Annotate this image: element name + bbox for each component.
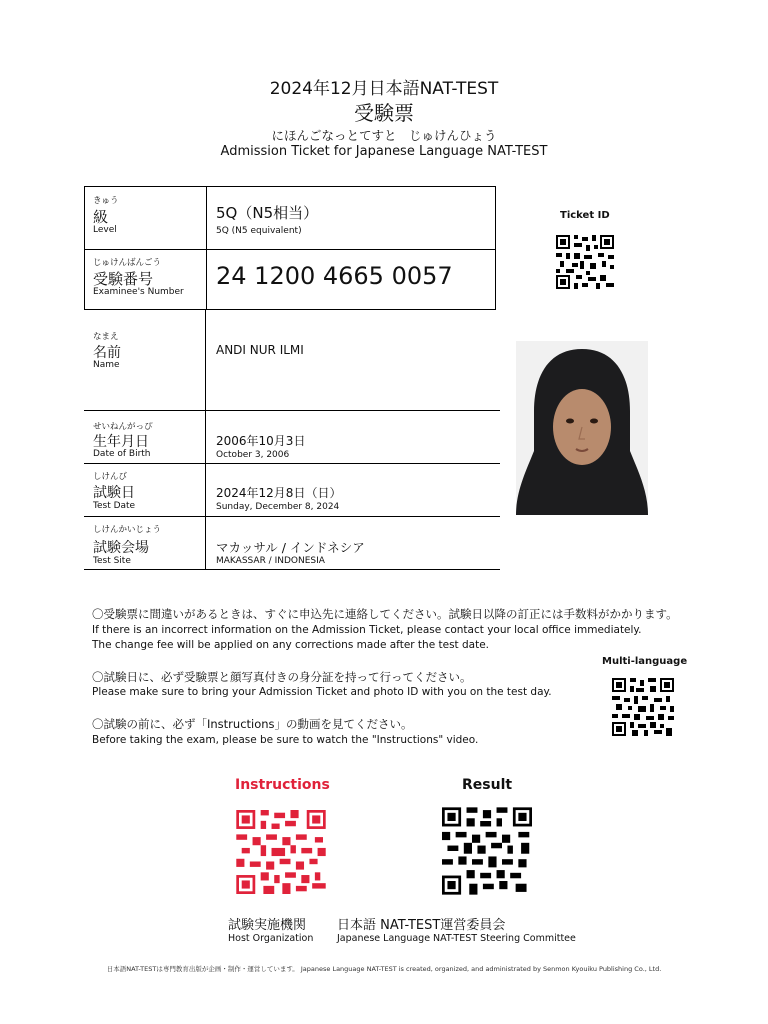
note2-ja: 〇試験日に、必ず受験票と顔写真付きの身分証を持って行ってください。 <box>92 670 472 684</box>
ticket-id-label: Ticket ID <box>560 210 610 221</box>
level-label-en: Level <box>93 225 117 235</box>
note1-ja: 〇受験票に間違いがあるときは、すぐに申込先に連絡してください。試験日以降の訂正には手数料がかかります。 <box>92 607 678 621</box>
test-site-label-en: Test Site <box>93 556 131 566</box>
test-site-value-en: MAKASSAR / INDONESIA <box>216 556 325 566</box>
divider-test-date <box>84 516 500 517</box>
box-divider-vertical <box>206 187 207 309</box>
level-ruby: きゅう <box>93 196 119 206</box>
divider-name <box>84 410 500 411</box>
dob-value: 2006年10月3日 <box>216 434 306 448</box>
divider-dob <box>84 463 500 464</box>
note2-en: Please make sure to bring your Admission Ticket and photo ID with you on the test day. <box>92 686 552 698</box>
note3-ja: 〇試験の前に、必ず「Instructions」の動画を見てください。 <box>92 717 413 731</box>
host-org: 日本語 NAT-TEST運営委員会 <box>337 918 506 933</box>
examinee-label-en: Examinee's Number <box>93 287 184 297</box>
divider-test-site <box>84 569 500 570</box>
instructions-label: Instructions <box>235 777 330 793</box>
examinee-ruby: じゅけんばんごう <box>93 258 162 268</box>
instructions-qr-icon[interactable] <box>236 810 326 894</box>
dob-label: 生年月日 <box>93 434 149 450</box>
box-divider-horizontal <box>85 249 495 250</box>
test-date-label: 試験日 <box>93 485 135 501</box>
note3-en: Before taking the exam, please be sure to watch the "Instructions" video. <box>92 734 479 746</box>
level-label: 級 <box>93 208 109 226</box>
examinee-photo <box>516 341 648 515</box>
name-label: 名前 <box>93 345 121 361</box>
test-date-value: 2024年12月8日（日） <box>216 486 342 500</box>
dob-value-en: October 3, 2006 <box>216 450 290 460</box>
field-divider-vertical <box>205 310 206 570</box>
note1-en-b: The change fee will be applied on any corrections made after the test date. <box>92 639 490 651</box>
result-label: Result <box>462 777 513 793</box>
dob-ruby: せいねんがっぴ <box>93 422 153 432</box>
ticket-id-qr-icon <box>556 235 614 289</box>
test-date-value-en: Sunday, December 8, 2024 <box>216 502 340 512</box>
title-line1: 2024年12月日本語NAT-TEST <box>269 79 499 99</box>
examinee-label: 受験番号 <box>93 270 154 288</box>
footer-text: 日本語NAT-TESTは専門教育出版が企画・制作・運営しています。 Japanese Language NAT-TEST is created, organized, and administrated by Senmon Kyouiku Publishing Co., Ltd. <box>106 965 662 973</box>
name-value: ANDI NUR ILMI <box>216 343 304 357</box>
title-english: Admission Ticket for Japanese Language NAT-TEST <box>220 144 548 159</box>
dob-label-en: Date of Birth <box>93 449 151 459</box>
result-qr-icon[interactable] <box>442 807 532 895</box>
host-label-en: Host Organization <box>228 933 314 944</box>
name-ruby: なまえ <box>93 332 119 342</box>
host-org-en: Japanese Language NAT-TEST Steering Committee <box>337 933 576 944</box>
test-site-ruby: しけんかいじょう <box>93 525 162 535</box>
level-value-en: 5Q (N5 equivalent) <box>216 226 302 236</box>
test-site-label: 試験会場 <box>93 540 149 556</box>
test-date-label-en: Test Date <box>93 501 136 511</box>
title-line2: 受験票 <box>354 101 414 125</box>
name-label-en: Name <box>93 360 120 370</box>
test-date-ruby: しけんび <box>93 472 128 482</box>
host-label: 試験実施機関 <box>228 918 307 933</box>
multi-language-label: Multi-language <box>602 656 688 667</box>
level-value: 5Q（N5相当） <box>216 204 319 222</box>
multi-language-qr-icon[interactable] <box>612 678 674 736</box>
portrait-icon <box>516 341 648 515</box>
note1-en-a: If there is an incorrect information on the Admission Ticket, please contact your local office immediately. <box>92 624 642 636</box>
examinee-number: 24 1200 4665 0057 <box>216 262 453 290</box>
test-site-value: マカッサル / インドネシア <box>216 540 365 555</box>
title-kana: にほんごなっとてすと じゅけんひょう <box>271 128 497 143</box>
